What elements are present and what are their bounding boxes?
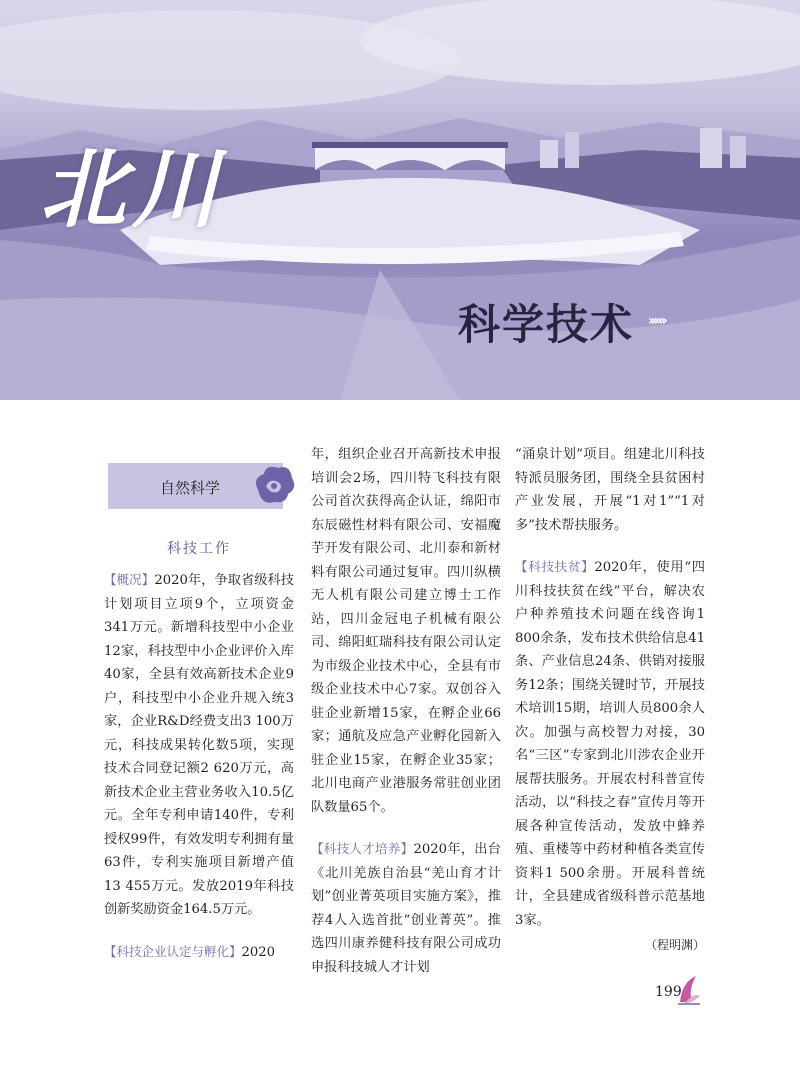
paragraph-text: 2020年，争取省级科技计划项目立项9个，立项资金341万元。新增科技型中小企业12家，科技型中小企业评价入库40家，全县有效高新技术企业9户，科技型中小企业升规入统3家，企业R&D经费支出3 100万元，科技成果转化数5项，实现技术合同登记额2 620万元，高新技术企业主营业务收入10.5亿元。全年专利申请140件，专利授权99件，有效发明专利拥有量63件，专利实施项目新增产值13 455万元。发放2019年科技创新奖励资金164.5万元。 xyxy=(104,573,294,917)
paragraph-text: 2020 xyxy=(241,944,276,960)
paragraph-text: 2020年，使用“四川科技扶贫在线”平台，解决农户种养殖技术问题在线咨询1 800余条，发布技术供给信息41条、产业信息24条、供销对接服务12条；围绕关键时节，开展技术培训15期，培训人员800余人次。加强与高校智力对接，30名“三区”专家到北川涉农企业开展帮扶服务。开展农村科普宣传活动，以“科技之春”宣传月等开展各种宣传活动，发放中蜂养殖、重楼等中药材种植各类宣传资料1 500余册。开展科普统计，全县建成省级科普示范基地3家。 xyxy=(515,560,705,928)
paragraph-text: 年，组织企业召开高新技术申报培训会2场，四川特飞科技有限公司首次获得高企认证，绵阳市东辰磁性材料有限公司、安福魔芋开发有限公司、北川泰和新材料有限公司通过复审。四川纵横无人机有限公司建立博士工作站，四川金冠电子机械有限公司、绵阳虹瑞科技有限公司认定为市级企业技术中心，全县有市级企业技术中心7家。双创谷入驻企业新增15家，在孵企业66家；通航及应急产业孵化园新入驻企业15家，在孵企业35家；北川电商产业港服务常驻创业团队数量65个。 xyxy=(311,447,501,815)
subheading: 科技工作 xyxy=(167,541,231,557)
text-column-2 xyxy=(311,443,501,979)
category-label: 自然科学 xyxy=(160,479,221,497)
paragraph-tag: 【科技企业认定与孵化】 xyxy=(104,943,242,959)
header-banner xyxy=(0,0,800,400)
page-number: 199 xyxy=(655,984,682,1000)
author-credit: （程明渊） xyxy=(644,938,705,952)
paragraph-enterprise-cont xyxy=(311,443,501,819)
cloud-ornament-icon xyxy=(250,460,296,510)
petal-ornament-icon xyxy=(676,972,702,1008)
place-name-calligraphy: 北川 xyxy=(40,140,224,240)
paragraph-tag: 【科技人才培养】 xyxy=(311,841,414,856)
paragraph-tag: 【科技扶贫】 xyxy=(515,559,595,574)
text-column-1 xyxy=(104,568,294,964)
paragraph-text: 2020年，出台《北川羌族自治县“羌山育才计划”创业菁英项目实施方案》，推荐4人入选首批“创业菁英”。推选四川康养健科技有限公司成功申报科技城人才计划 xyxy=(311,842,501,975)
paragraph-tag: 【概况】 xyxy=(104,572,155,587)
paragraph-overview xyxy=(104,568,294,922)
paragraph-poverty xyxy=(515,555,705,932)
chevron-right-icon: ›››››› xyxy=(648,313,665,329)
paragraph-talent xyxy=(311,837,501,979)
paragraph-enterprise xyxy=(104,940,294,965)
section-title: 科学技术 xyxy=(458,300,635,349)
paragraph-text: “涌泉计划”项目。组建北川科技特派员服务团，围绕全县贫困村产业发展，开展“1对1”“1对多”技术帮扶服务。 xyxy=(515,447,705,533)
text-column-3 xyxy=(515,443,705,958)
paragraph-talent-cont xyxy=(515,443,705,537)
